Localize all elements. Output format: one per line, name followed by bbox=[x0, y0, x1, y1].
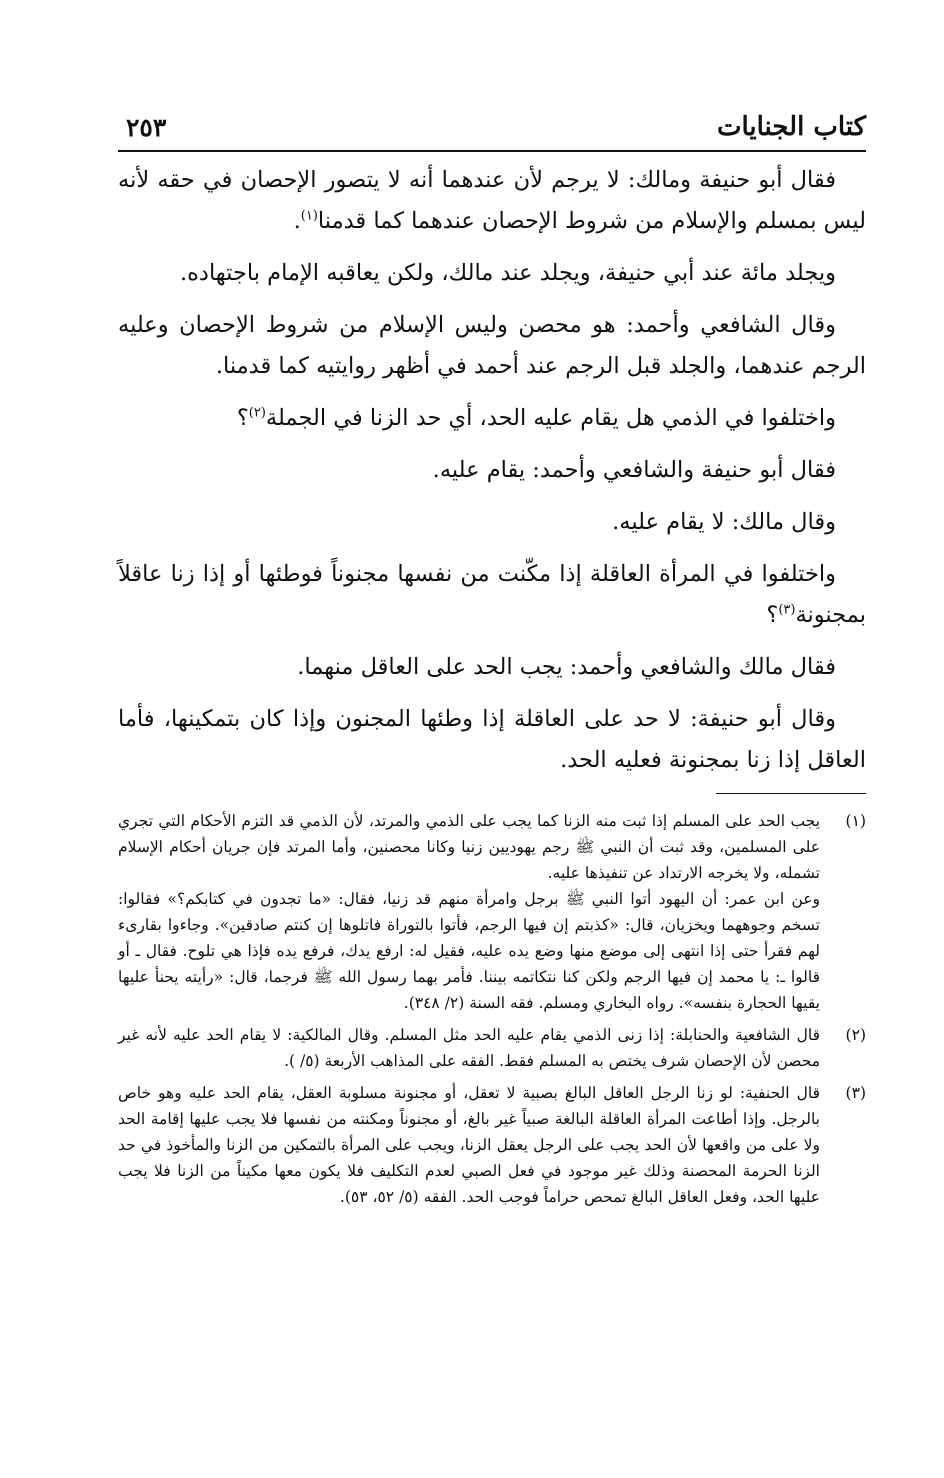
footnote-text: قال الحنفية: لو زنا الرجل العاقل البالغ بصبية لا تعقل، أو مجنونة مسلوبة العقل، يقام الحد عليه وهو خاص بالرجل. وإذا أطاعت المرأة العاقلة البالغة صبياً غير بالغ، أو مجنوناً ومكنته من نفسها فلا يجب عليها إقامة الحد ولا على من واقعها لأن الحد يجب على الرجل يعقل الزنا، ويجب على المرأة بالتمكين من الزنا والمأخوذ في حد الزنا الحرمة المحصنة وذلك غير موجود في فعل الصبي لعدم التكليف فلا يكون معها مكيناً من الزنا فلا يجب عليها الحد، وفعل العاقل البالغ تمحص حراماً فوجب الحد. الفقه (٥/ ٥٢، ٥٣). bbox=[118, 1084, 820, 1206]
chapter-title: كتاب الجنايات bbox=[716, 112, 866, 142]
footnote-marker: (٢) bbox=[845, 1026, 866, 1044]
footnote-ref[interactable]: (٢) bbox=[248, 405, 266, 421]
paragraph: واختلفوا في الذمي هل يقام عليه الحد، أي حد الزنا في الجملة$^{(٢)}$؟ bbox=[236, 405, 836, 431]
paragraph: فقال أبو حنيفة والشافعي وأحمد: يقام عليه. bbox=[432, 457, 836, 483]
page-number: ٢٥٣ bbox=[126, 113, 167, 142]
paragraph: وقال أبو حنيفة: لا حد على العاقلة إذا وطئها المجنون وإذا كان بتمكينها، فأما العاقل إذا زنا بمجنونة فعليه الحد. bbox=[118, 706, 866, 773]
footnote-ref[interactable]: (٣) bbox=[778, 602, 796, 618]
footnote-separator bbox=[118, 793, 866, 794]
book-page bbox=[118, 100, 866, 1216]
footnote-marker: (١) bbox=[845, 812, 866, 830]
main-text bbox=[118, 160, 866, 781]
footnote-text: قال الشافعية والحنابلة: إذا زنى الذمي يقام عليه الحد مثل المسلم. وقال المالكية: لا يقام الحد عليه لأنه غير محصن لأن الإحصان شرف يختص به المسلم فقط. الفقه على المذاهب الأربعة (٥/ ). bbox=[118, 1026, 820, 1070]
footnote-ref[interactable]: (١) bbox=[300, 208, 318, 224]
paragraph: فقال مالك والشافعي وأحمد: يجب الحد على العاقل منهما. bbox=[297, 654, 836, 680]
footnote-marker: (٣) bbox=[845, 1084, 866, 1102]
paragraph: فقال أبو حنيفة ومالك: لا يرجم لأن عندهما أنه لا يتصور الإحصان في حقه لأنه ليس بمسلم والإسلام من شروط الإحصان عندهما كما قدمنا$^{(١)}$. bbox=[118, 167, 866, 234]
footnote bbox=[118, 808, 866, 1016]
paragraph: وقال مالك: لا يقام عليه. bbox=[612, 509, 836, 535]
footnote-text: يجب الحد على المسلم إذا ثبت منه الزنا كما يجب على الذمي والمرتد، لأن الذمي قد التزم الأحكام التي تجري على المسلمين، وقد ثبت أن النبي ﷺ رجم يهوديين زنيا وكانا محصنين، وأما المرتد فإن جريان أحكام الإسلام تشمله، ولا يخرجه الارتداد عن تنفيذها عليه. bbox=[118, 812, 820, 882]
running-header bbox=[118, 100, 866, 152]
paragraph: وقال الشافعي وأحمد: هو محصن وليس الإسلام من شروط الإحصان وعليه الرجم عندهما، والجلد قبل الرجم عند أحمد في أظهر روايتيه كما قدمنا. bbox=[118, 312, 866, 379]
paragraph: ويجلد مائة عند أبي حنيفة، ويجلد عند مالك، ولكن يعاقبه الإمام باجتهاده. bbox=[179, 260, 836, 286]
footnote bbox=[118, 1022, 866, 1074]
footnotes bbox=[118, 808, 866, 1210]
footnote-text: وعن ابن عمر: أن اليهود أتوا النبي ﷺ برجل وامرأة منهم قد زنيا، فقال: «ما تجدون في كتابكم؟» فقالوا: تسخم وجوههما ويخزيان، قال: «كذبتم إن فيها الرجم، فأتوا بالتوراة فاتلوها إن كنتم صادقين». وجاءوا بقارىء لهم فقرأ حتى إذا انتهى إلى موضع منها وضع يده عليه، فقيل له: ارفع يدك، فرفع يده فإذا هي تلوح. فقال ـ أو قالوا ـ: يا محمد إن فيها الرجم ولكن كنا نتكاتمه بيننا. فأمر بهما رسول الله ﷺ فرجما، قال: «رأيته يحنأ عليها يقيها الحجارة بنفسه». رواه البخاري ومسلم. فقه السنة (٢/ ٣٤٨). bbox=[118, 890, 820, 1012]
paragraph: واختلفوا في المرأة العاقلة إذا مكّنت من نفسها مجنوناً فوطئها أو إذا زنا عاقلاً بمجنونة$^{(٣)}$؟ bbox=[118, 561, 866, 628]
footnote bbox=[118, 1080, 866, 1210]
